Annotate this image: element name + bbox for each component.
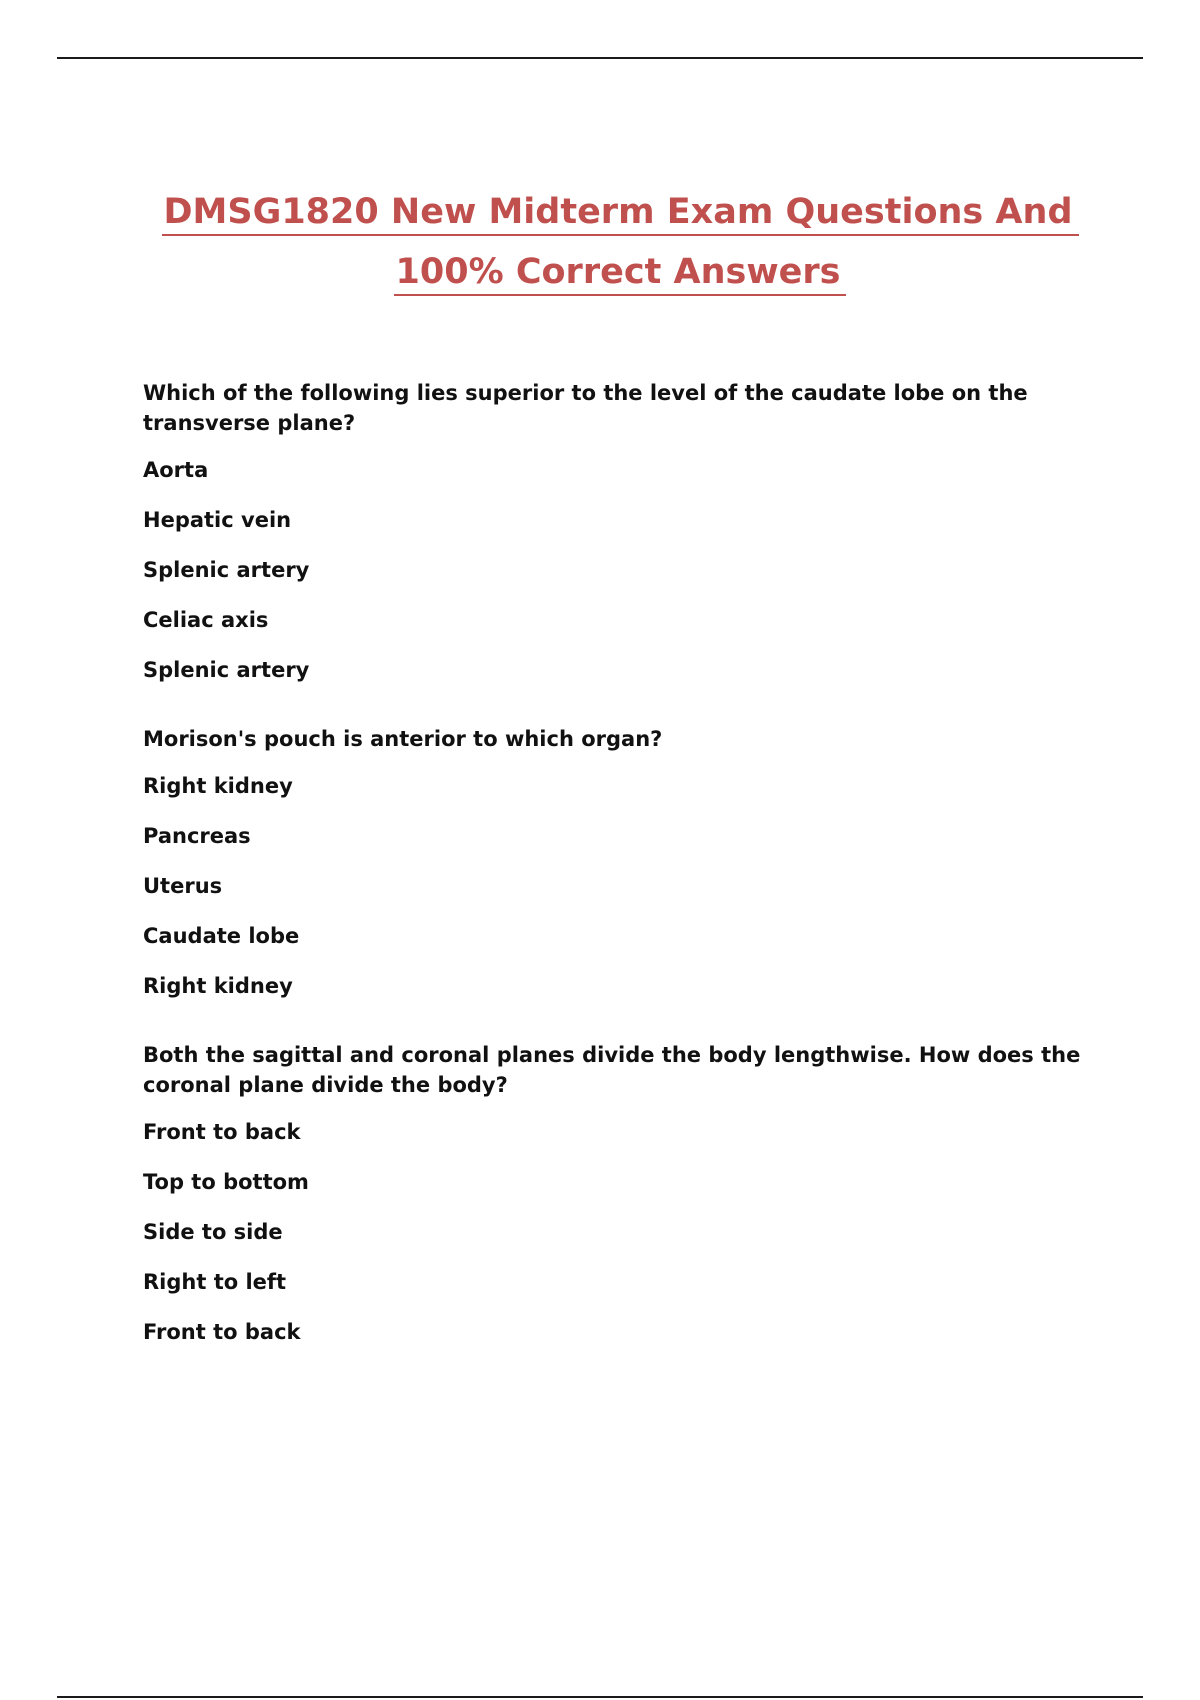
answer-text: Right kidney (143, 974, 293, 998)
option-item: Caudate lobe (143, 924, 300, 948)
question-block-2 (143, 724, 1093, 1000)
option-item: Side to side (143, 1220, 283, 1244)
header-rule (57, 57, 1143, 59)
footer-rule (57, 1696, 1143, 1698)
option-item: Uterus (143, 874, 223, 898)
option-item: Right to left (143, 1270, 287, 1294)
option-item: Right kidney (143, 774, 293, 798)
answer-text: Front to back (143, 1320, 301, 1344)
option-item: Aorta (143, 458, 209, 482)
question-text: Both the sagittal and coronal planes divide the body lengthwise. How does the coronal plane divide the body? (143, 1043, 1081, 1097)
question-list (143, 378, 1093, 1386)
question-text: Morison's pouch is anterior to which organ? (143, 727, 663, 751)
question-block-1 (143, 378, 1093, 684)
option-item: Celiac axis (143, 608, 269, 632)
option-item: Pancreas (143, 824, 251, 848)
option-item: Hepatic vein (143, 508, 292, 532)
title-line-1: DMSG1820 New Midterm Exam Questions And (162, 190, 1079, 236)
question-text: Which of the following lies superior to the level of the caudate lobe on the transverse plane? (143, 381, 1028, 435)
answer-text: Splenic artery (143, 658, 310, 682)
title-line-2: 100% Correct Answers (394, 250, 847, 296)
document-title (0, 190, 1200, 296)
option-item: Splenic artery (143, 558, 310, 582)
option-item: Front to back (143, 1120, 301, 1144)
question-block-3 (143, 1040, 1093, 1346)
option-item: Top to bottom (143, 1170, 309, 1194)
